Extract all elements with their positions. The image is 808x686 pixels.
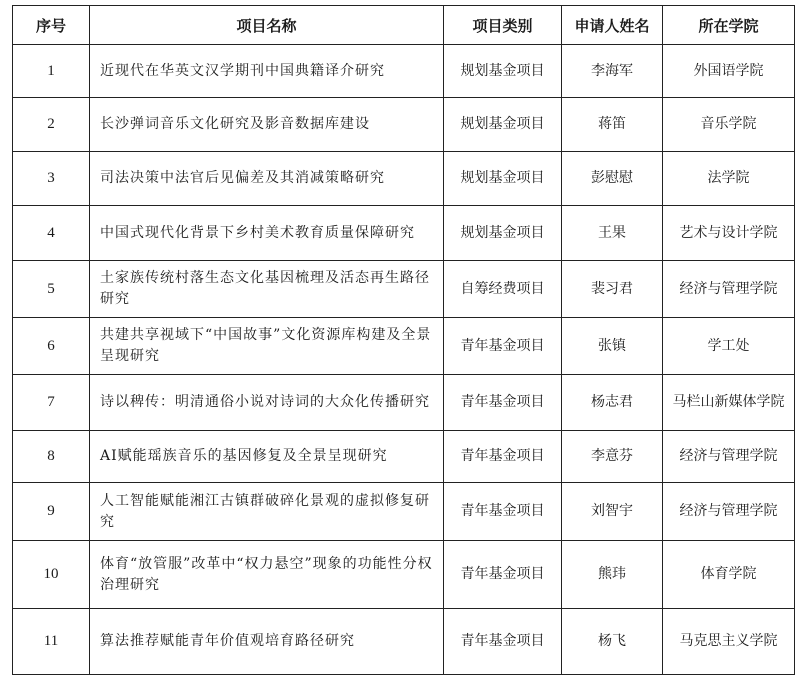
cell-applicant: 张镇 (562, 318, 663, 375)
cell-category: 青年基金项目 (444, 483, 562, 541)
cell-project-name: 诗以稗传：明清通俗小说对诗词的大众化传播研究 (90, 375, 444, 431)
cell-project-name: 土家族传统村落生态文化基因梳理及活态再生路径研究 (90, 261, 444, 318)
cell-college: 经济与管理学院 (663, 431, 795, 483)
cell-applicant: 李海军 (562, 45, 663, 98)
cell-no: 1 (13, 45, 90, 98)
cell-no: 9 (13, 483, 90, 541)
cell-applicant: 裴习君 (562, 261, 663, 318)
cell-applicant: 刘智宇 (562, 483, 663, 541)
cell-college: 外国语学院 (663, 45, 795, 98)
cell-no: 7 (13, 375, 90, 431)
cell-category: 青年基金项目 (444, 609, 562, 675)
cell-college: 马栏山新媒体学院 (663, 375, 795, 431)
header-name: 项目名称 (90, 6, 444, 45)
cell-category: 规划基金项目 (444, 98, 562, 152)
table-row (13, 45, 795, 98)
table-row (13, 206, 795, 261)
cell-college: 经济与管理学院 (663, 261, 795, 318)
cell-applicant: 杨飞 (562, 609, 663, 675)
cell-applicant: 杨志君 (562, 375, 663, 431)
cell-no: 4 (13, 206, 90, 261)
cell-category: 青年基金项目 (444, 541, 562, 609)
table-row (13, 152, 795, 206)
header-applicant: 申请人姓名 (562, 6, 663, 45)
cell-no: 2 (13, 98, 90, 152)
cell-college: 体育学院 (663, 541, 795, 609)
header-college: 所在学院 (663, 6, 795, 45)
cell-college: 法学院 (663, 152, 795, 206)
project-table (12, 5, 795, 675)
header-no: 序号 (13, 6, 90, 45)
cell-college: 学工处 (663, 318, 795, 375)
table-row (13, 431, 795, 483)
table-row (13, 609, 795, 675)
cell-category: 规划基金项目 (444, 152, 562, 206)
cell-category: 青年基金项目 (444, 431, 562, 483)
cell-no: 8 (13, 431, 90, 483)
cell-project-name: 共建共享视域下“中国故事”文化资源库构建及全景呈现研究 (90, 318, 444, 375)
cell-applicant: 李意芬 (562, 431, 663, 483)
table-row (13, 261, 795, 318)
table-row (13, 541, 795, 609)
cell-applicant: 彭慰慰 (562, 152, 663, 206)
cell-no: 5 (13, 261, 90, 318)
cell-project-name: 中国式现代化背景下乡村美术教育质量保障研究 (90, 206, 444, 261)
table-row (13, 98, 795, 152)
table-row (13, 318, 795, 375)
header-category: 项目类别 (444, 6, 562, 45)
cell-no: 6 (13, 318, 90, 375)
cell-applicant: 熊玮 (562, 541, 663, 609)
cell-project-name: 近现代在华英文汉学期刊中国典籍译介研究 (90, 45, 444, 98)
cell-project-name: 司法决策中法官后见偏差及其消减策略研究 (90, 152, 444, 206)
cell-category: 规划基金项目 (444, 45, 562, 98)
cell-no: 10 (13, 541, 90, 609)
cell-project-name: 体育“放管服”改革中“权力悬空”现象的功能性分权治理研究 (90, 541, 444, 609)
cell-project-name: 算法推荐赋能青年价值观培育路径研究 (90, 609, 444, 675)
cell-category: 青年基金项目 (444, 318, 562, 375)
cell-college: 音乐学院 (663, 98, 795, 152)
cell-project-name: 人工智能赋能湘江古镇群破碎化景观的虚拟修复研究 (90, 483, 444, 541)
cell-applicant: 王果 (562, 206, 663, 261)
table-row (13, 483, 795, 541)
cell-category: 自筹经费项目 (444, 261, 562, 318)
cell-no: 3 (13, 152, 90, 206)
cell-applicant: 蒋笛 (562, 98, 663, 152)
cell-college: 经济与管理学院 (663, 483, 795, 541)
cell-category: 规划基金项目 (444, 206, 562, 261)
cell-college: 马克思主义学院 (663, 609, 795, 675)
cell-college: 艺术与设计学院 (663, 206, 795, 261)
cell-project-name: AI赋能瑶族音乐的基因修复及全景呈现研究 (90, 431, 444, 483)
cell-no: 11 (13, 609, 90, 675)
cell-category: 青年基金项目 (444, 375, 562, 431)
header-row (13, 6, 795, 45)
cell-project-name: 长沙弹词音乐文化研究及影音数据库建设 (90, 98, 444, 152)
table-row (13, 375, 795, 431)
